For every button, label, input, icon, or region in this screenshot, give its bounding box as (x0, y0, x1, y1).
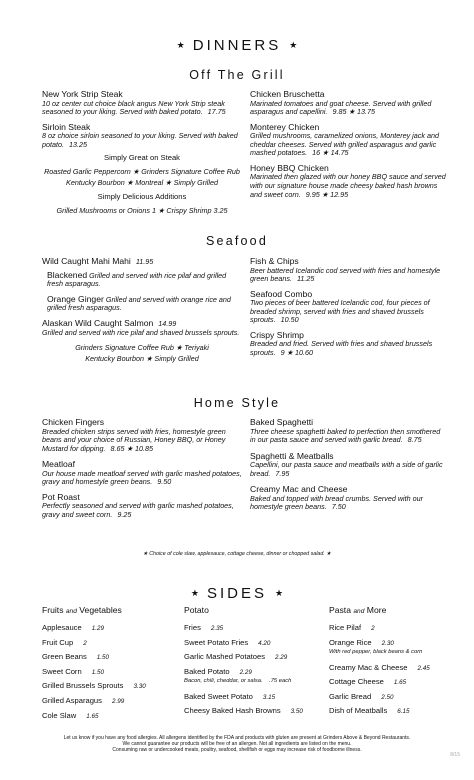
item-desc: Breaded and fried. Served with fries and shaved brussels sprouts. (250, 339, 433, 358)
menu-item (42, 294, 242, 313)
side-name: Grilled Brussels Sprouts (42, 681, 124, 691)
side-name: Cottage Cheese (329, 677, 384, 687)
menu-item (250, 484, 446, 512)
side-name: Cheesy Baked Hash Browns (184, 706, 281, 716)
side-price: 1.65 (393, 679, 407, 687)
item-name: Baked Spaghetti (250, 417, 314, 427)
section-seafood-heading: Seafood (206, 234, 268, 248)
heading-word: Fruits (42, 605, 64, 615)
item-desc: Our house made meatloaf served with garlic mashed potatoes, gravy and homestyle green beans. (42, 468, 242, 487)
grill-right-column (250, 89, 446, 204)
steak-seasonings-line: Kentucky Bourbon ★ Montreal ★ Simply Grilled (66, 177, 218, 187)
side-item (42, 665, 182, 680)
item-name: Spaghetti & Meatballs (250, 450, 334, 461)
item-price: 8.75 (407, 435, 422, 445)
item-price: 10.50 (280, 315, 299, 325)
item-name: Meatloaf (42, 459, 75, 470)
item-price: 17.75 (207, 107, 226, 117)
item-price: 9.50 (157, 477, 172, 487)
side-name: Sweet Potato Fries (184, 637, 249, 647)
menu-item (250, 330, 446, 358)
side-price: 1.65 (86, 712, 99, 720)
item-name: Monterey Chicken (250, 121, 320, 132)
side-name: Rice Pilaf (329, 623, 362, 632)
menu-item (250, 451, 446, 479)
side-price: 3.30 (133, 683, 146, 691)
side-item (42, 621, 182, 636)
side-item (329, 675, 459, 690)
side-item (184, 621, 324, 636)
side-name: Baked Sweet Potato (184, 691, 253, 701)
heading-and: and (353, 608, 365, 615)
menu-item (42, 417, 242, 453)
item-name: Orange Ginger (47, 293, 104, 304)
star-icon: ★ (289, 40, 298, 50)
heading-word: Pasta (329, 605, 351, 615)
seafood-left-column (42, 256, 242, 364)
section-grill-heading: Off The Grill (189, 68, 285, 82)
side-price: 1.50 (96, 654, 110, 662)
sides-potato-column (184, 605, 324, 719)
sides-column-heading: Potato (184, 605, 209, 615)
sides-fruits-column (42, 605, 182, 723)
item-price: 11.95 (135, 257, 154, 266)
sides-title (0, 585, 474, 602)
disclaimer-line: We cannot guarantee our products will be free of an allergen. Not all ingredients are listed on the menu. (122, 740, 352, 747)
sides-choice-footnote: ★ Choice of cole slaw, applesauce, cottage cheese, dinner or chopped salad. ★ (143, 551, 331, 557)
side-name: Dish of Meatballs (329, 706, 388, 716)
home-left-column (42, 417, 242, 525)
side-name: Garlic Bread (329, 691, 372, 701)
seafood-right-column (250, 256, 446, 363)
side-price: 2.50 (381, 693, 394, 701)
item-name: Wild Caught Mahi Mahi (42, 256, 131, 266)
item-desc: Marinated then glazed with our honey BBQ sauce and served with our signature house made cheesy baked hash browns and sweet corn. (250, 172, 446, 199)
sides-heading: SIDES (206, 585, 267, 602)
item-price: 7.95 (275, 468, 290, 478)
side-price: 2 (371, 625, 375, 632)
side-price: 2.29 (275, 654, 288, 662)
item-desc: Grilled and served with rice pilaf and shaved brussels sprouts. (42, 327, 240, 337)
side-note: With red pepper, black beans & corn (329, 648, 423, 655)
item-desc: Three cheese spaghetti baked to perfection then smothered in our pasta sauce and served with garlic bread. (250, 426, 441, 445)
side-item (42, 679, 182, 694)
item-price: 13.25 (68, 139, 87, 149)
side-name: Cole Slaw (42, 710, 77, 720)
item-desc: Grilled mushrooms, caramelized onions, Monterey jack and cheddar cheeses. Served with grilled asparagus and garlic mashed potatoes. (250, 131, 439, 158)
item-price: 16 ★ 14.75 (312, 148, 349, 158)
star-icon: ★ (275, 588, 284, 598)
menu-item (250, 417, 446, 445)
menu-item (42, 459, 242, 487)
side-name: Fruit Cup (42, 637, 74, 647)
item-desc: Grilled and served with rice pilaf and grilled fresh asparagus. (47, 270, 227, 289)
item-desc: Grilled and served with orange rice and grilled fresh asparagus. (47, 294, 231, 313)
side-price: 2.30 (381, 639, 394, 647)
item-price: 9.25 (117, 510, 132, 520)
disclaimer-line: Let us know if you have any food allergies. All allergens identified by the FDA and products with gluten are present at Grinders Above & Beyond Restaurants. (63, 735, 411, 741)
menu-item (250, 289, 446, 325)
additions-heading: Simply Delicious Additions (97, 191, 187, 201)
side-name: Grilled Asparagus (42, 695, 102, 705)
side-price: 3.15 (262, 693, 276, 701)
side-price: 2.99 (111, 697, 125, 705)
side-item (184, 667, 324, 686)
menu-item (250, 163, 446, 199)
side-item (329, 621, 459, 636)
menu-item (250, 89, 446, 117)
item-price: 9.85 ★ 13.75 (332, 107, 375, 117)
side-price: 6.15 (397, 708, 410, 716)
side-item (329, 638, 459, 657)
item-desc: Perfectly seasoned and served with garlic mashed potatoes, gravy and sweet corn. (42, 501, 234, 520)
side-item (42, 709, 182, 724)
heading-word: Vegetables (79, 605, 122, 615)
side-item (184, 704, 324, 719)
item-name: Blackened (47, 269, 88, 280)
sides-pasta-column (329, 605, 459, 719)
side-price: 1.50 (91, 668, 104, 676)
side-name: Sweet Corn (42, 666, 82, 676)
side-name: Creamy Mac & Cheese (329, 662, 408, 672)
item-price: 7.50 (331, 502, 346, 512)
section-home-heading: Home Style (193, 396, 281, 410)
item-desc: Marinated tomatoes and goat cheese. Served with grilled asparagus and capellini. (250, 98, 432, 117)
side-item (42, 650, 182, 665)
item-desc: 10 oz center cut choice black angus New York Strip steak seasoned to your liking. Served with baked potato. (42, 98, 225, 117)
side-price: 2.45 (417, 664, 430, 672)
side-price: 2.29 (239, 668, 252, 676)
simply-great-heading: Simply Great on Steak (104, 153, 180, 163)
side-name: Garlic Mashed Potatoes (184, 652, 266, 662)
heading-word: More (366, 605, 387, 615)
menu-item (250, 256, 446, 284)
item-name: Chicken Fingers (42, 417, 105, 427)
page-title (0, 37, 474, 54)
item-name: Crispy Shrimp (250, 329, 304, 340)
item-price: 14.99 (158, 318, 177, 328)
steak-seasonings-line: Roasted Garlic Peppercorn ★ Grinders Signature Coffee Rub (44, 166, 240, 176)
item-name: Honey BBQ Chicken (250, 162, 329, 173)
side-note-price: .75 each (269, 677, 292, 684)
item-desc: 8 oz choice sirloin seasoned to your liking. Served with baked potato. (42, 131, 238, 149)
item-name: Seafood Combo (250, 288, 313, 299)
item-price: 9.95 ★ 12.95 (305, 189, 349, 199)
item-desc: Two pieces of beer battered Icelandic cod, four pieces of breaded shrimp, served with fries and shaved brussels sprouts. (250, 298, 430, 325)
side-price: 4.20 (258, 639, 271, 647)
item-name: New York Strip Steak (42, 89, 123, 99)
star-icon: ★ (176, 40, 185, 50)
side-price: 2 (83, 639, 87, 647)
item-name: Chicken Bruschetta (250, 89, 325, 99)
menu-item (42, 492, 242, 520)
menu-item (42, 122, 242, 150)
side-name: Green Beans (42, 652, 87, 662)
side-item (329, 661, 459, 676)
side-price: 2.35 (210, 625, 224, 632)
side-price: 1.29 (91, 625, 104, 632)
item-name: Creamy Mac and Cheese (250, 484, 348, 495)
side-item (184, 690, 324, 705)
sides-column-heading (42, 605, 182, 615)
heading-and: and (65, 608, 77, 615)
item-name: Fish & Chips (250, 256, 299, 266)
item-price: 11.25 (296, 274, 315, 284)
menu-item (42, 89, 242, 117)
side-item (184, 650, 324, 665)
disclaimer-line: Consuming raw or undercooked meats, poultry, seafood, shellfish or eggs may increase risk of foodborne illness. (112, 746, 362, 753)
page-number: 8/15 (450, 752, 460, 758)
fish-seasonings-line: Grinders Signature Coffee Rub ★ Teriyaki (75, 343, 209, 353)
item-name: Sirloin Steak (42, 121, 91, 132)
side-item (42, 636, 182, 651)
side-name: Baked Potato (184, 666, 230, 676)
dinners-heading: DINNERS (192, 37, 282, 54)
home-right-column (250, 417, 446, 517)
additions-line: Grilled Mushrooms or Onions 1 ★ Crispy Shrimp 3.25 (56, 205, 228, 215)
sides-column-heading (329, 605, 459, 615)
menu-item (42, 256, 242, 267)
side-note-text: Bacon, chili, cheddar, or salsa. (184, 677, 263, 684)
menu-item (250, 122, 446, 158)
item-name: Pot Roast (42, 491, 80, 502)
side-name: Fries (184, 623, 201, 632)
menu-item (42, 318, 242, 337)
side-name: Applesauce (42, 623, 82, 632)
allergy-disclaimer (40, 736, 434, 753)
item-price: 9 ★ 10.60 (280, 348, 313, 358)
item-desc: Breaded chicken strips served with fries, homestyle green beans and your choice of Russian, Honey BBQ, or Honey Mustard for dipping. (42, 426, 226, 453)
item-name: Alaskan Wild Caught Salmon (42, 317, 154, 328)
side-note (184, 677, 324, 686)
item-desc: Capellini, our pasta sauce and meatballs with a side of garlic bread. (250, 460, 443, 478)
item-desc: Beer battered Icelandic cod served with fries and homestyle green beans. (250, 265, 441, 284)
side-price: 3.50 (290, 708, 303, 716)
side-item (329, 690, 459, 705)
side-item (184, 636, 324, 651)
star-icon: ★ (190, 588, 199, 598)
side-item (329, 704, 459, 719)
menu-item (42, 270, 242, 289)
fish-seasonings-line: Kentucky Bourbon ★ Simply Grilled (85, 354, 199, 364)
item-price: 8.65 ★ 10.85 (110, 443, 153, 453)
item-desc: Baked and topped with bread crumbs. Served with our homestyle green beans. (250, 493, 423, 512)
grill-left-column (42, 89, 242, 216)
side-name: Orange Rice (329, 637, 372, 647)
side-item (42, 694, 182, 709)
